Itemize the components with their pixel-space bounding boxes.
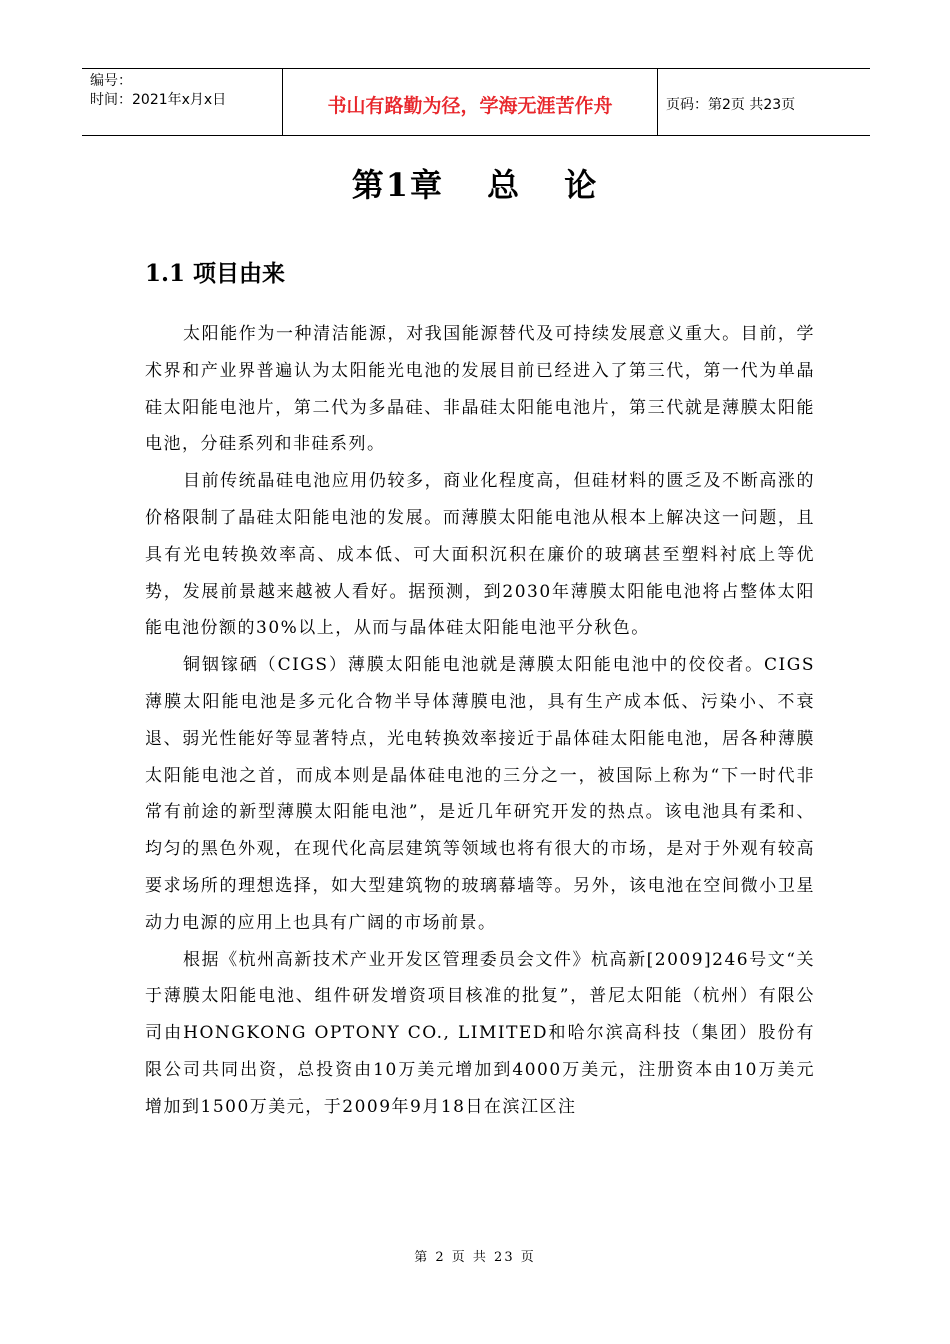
header-page-info: 页码：第2页 共23页 bbox=[666, 97, 796, 113]
page-footer: 第 2 页 共 23 页 bbox=[414, 1250, 536, 1265]
document-number-label: 编号： bbox=[90, 73, 132, 89]
paragraph: 根据《杭州高新技术产业开发区管理委员会文件》杭高新[2009]246号文“关于薄膜太阳能电池、组件研发增资项目核准的批复”，普尼太阳能（杭州）有限公司由HONGKONG OPTONY CO., LIMITED和哈尔滨高科技（集团）股份有限公司共同出资，总投资由10万美元增加到4000万美元，注册资本由10万美元增加到1500万美元，于2009年9月18日在滨江区注 bbox=[145, 949, 815, 1117]
chapter-title: 第1章 总 论 bbox=[351, 166, 599, 204]
document-date: 时间：2021年x月x日 bbox=[90, 92, 227, 108]
page-header bbox=[82, 68, 870, 136]
section-title: 1.1 项目由来 bbox=[145, 260, 286, 287]
body-text bbox=[145, 316, 815, 1126]
paragraph: 太阳能作为一种清洁能源，对我国能源替代及可持续发展意义重大。目前，学术界和产业界普遍认为太阳能光电池的发展目前已经进入了第三代，第一代为单晶硅太阳能电池片，第二代为多晶硅、非晶硅太阳能电池片，第三代就是薄膜太阳能电池，分硅系列和非硅系列。 bbox=[145, 324, 815, 455]
header-motto: 书山有路勤为径，学海无涯苦作舟 bbox=[282, 69, 658, 135]
header-meta bbox=[82, 69, 282, 135]
paragraph: 铜铟镓硒（CIGS）薄膜太阳能电池就是薄膜太阳能电池中的佼佼者。CIGS薄膜太阳能电池是多元化合物半导体薄膜电池，具有生产成本低、污染小、不衰退、弱光性能好等显著特点，光电转换效率接近于晶体硅太阳能电池，居各种薄膜太阳能电池之首，而成本则是晶体硅电池的三分之一，被国际上称为“下一时代非常有前途的新型薄膜太阳能电池”，是近几年研究开发的热点。该电池具有柔和、均匀的黑色外观，在现代化高层建筑等领域也将有很大的市场，是对于外观有较高要求场所的理想选择，如大型建筑物的玻璃幕墙等。另外，该电池在空间微小卫星动力电源的应用上也具有广阔的市场前景。 bbox=[145, 655, 815, 933]
paragraph: 目前传统晶硅电池应用仍较多，商业化程度高，但硅材料的匮乏及不断高涨的价格限制了晶硅太阳能电池的发展。而薄膜太阳能电池从根本上解决这一问题，且具有光电转换效率高、成本低、可大面积沉积在廉价的玻璃甚至塑料衬底上等优势，发展前景越来越被人看好。据预测，到2030年薄膜太阳能电池将占整体太阳能电池份额的30%以上，从而与晶体硅太阳能电池平分秋色。 bbox=[145, 471, 815, 639]
